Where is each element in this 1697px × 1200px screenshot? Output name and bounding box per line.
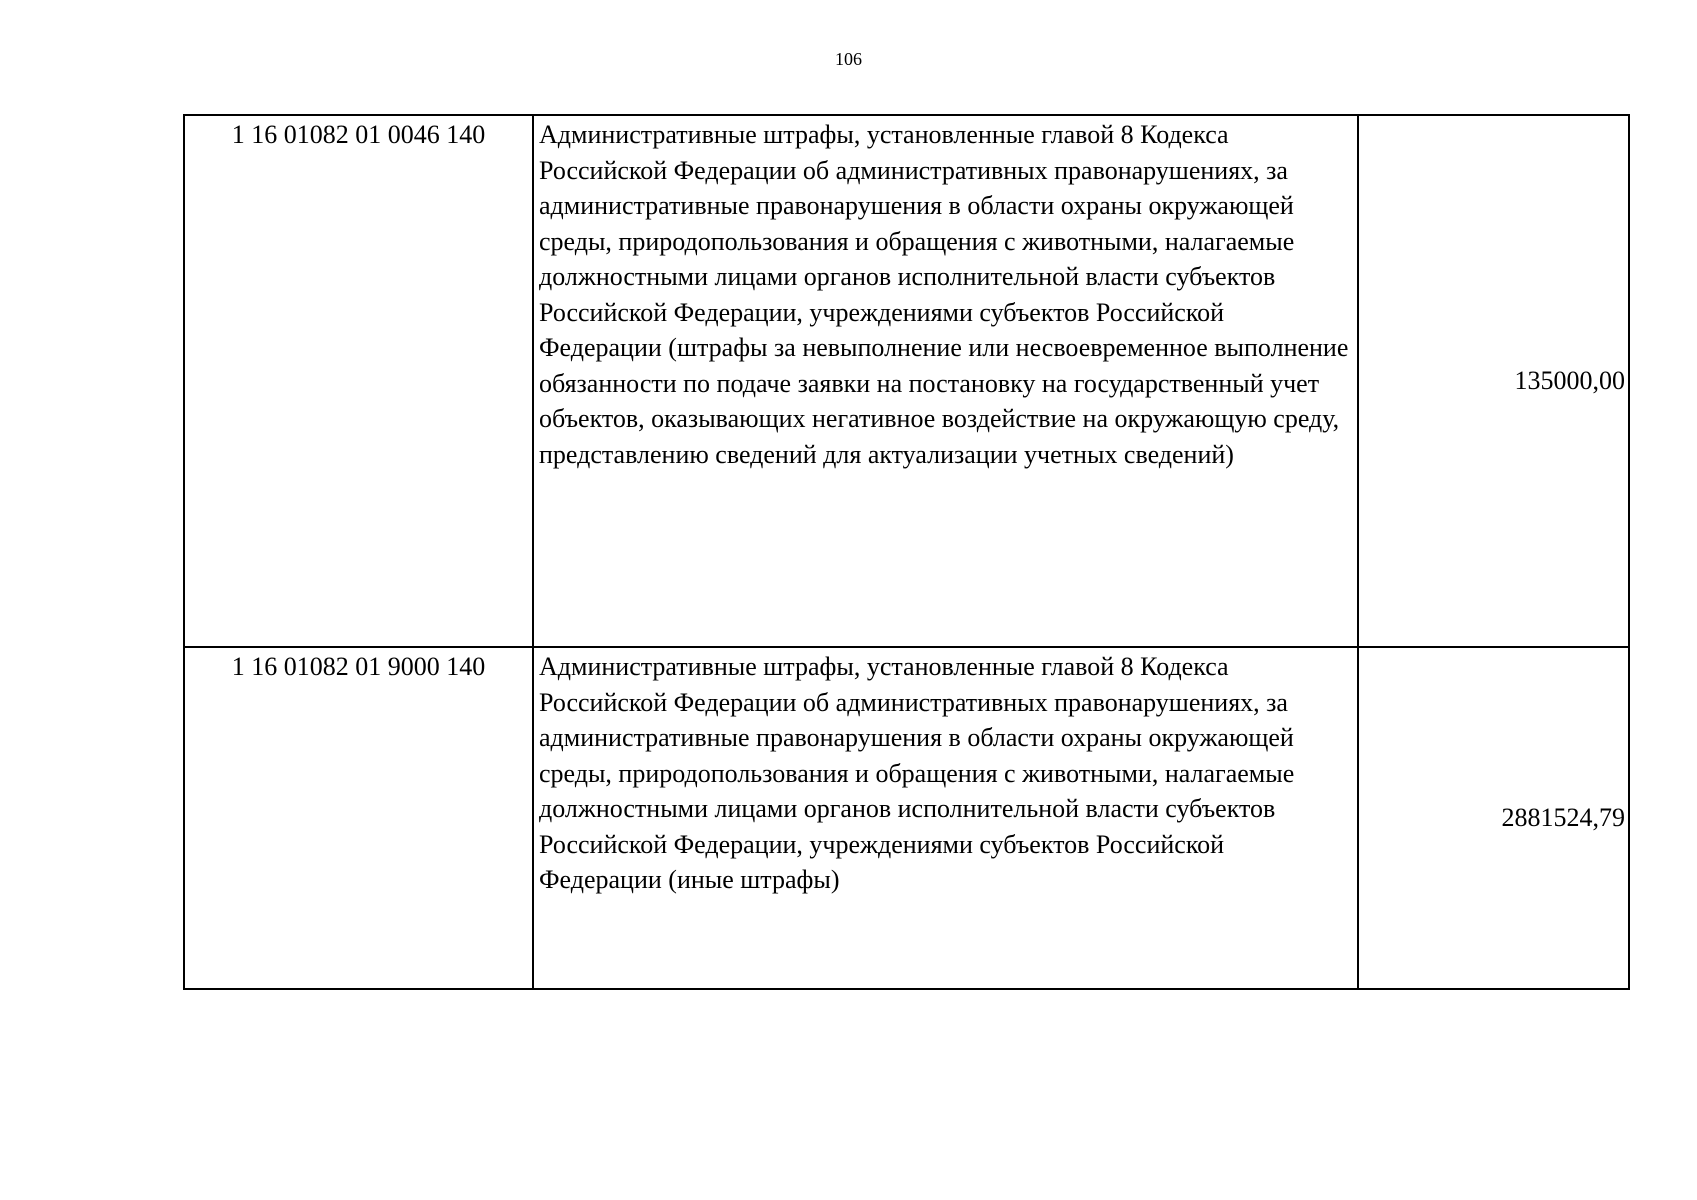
budget-table: [183, 114, 1630, 990]
page-number: 106: [835, 49, 862, 69]
description-cell: Административные штрафы, установленные главой 8 Кодекса Российской Федерации об административных правонарушениях, за административные правонарушения в области охраны окружающей среды, природопользования и обращения с животными, налагаемые должностными лицами органов исполнительной власти субъектов Российской Федерации, учреждениями субъектов Российской Федерации (штрафы за невыполнение или несвоевременное выполнение обязанности по подаче заявки на постановку на государственный учет объектов, оказывающих негативное воздействие на окружающую среду, представлению сведений для актуализации учетных сведений): [533, 115, 1358, 647]
table-row: [184, 647, 1629, 989]
table-row: [184, 115, 1629, 647]
budget-code-cell: 1 16 01082 01 9000 140: [184, 647, 533, 989]
table-body: [184, 115, 1629, 989]
budget-code-cell: 1 16 01082 01 0046 140: [184, 115, 533, 647]
amount-cell: 135000,00: [1358, 115, 1629, 647]
description-cell: Административные штрафы, установленные главой 8 Кодекса Российской Федерации об административных правонарушениях, за административные правонарушения в области охраны окружающей среды, природопользования и обращения с животными, налагаемые должностными лицами органов исполнительной власти субъектов Российской Федерации, учреждениями субъектов Российской Федерации (иные штрафы): [533, 647, 1358, 989]
amount-cell: 2881524,79: [1358, 647, 1629, 989]
